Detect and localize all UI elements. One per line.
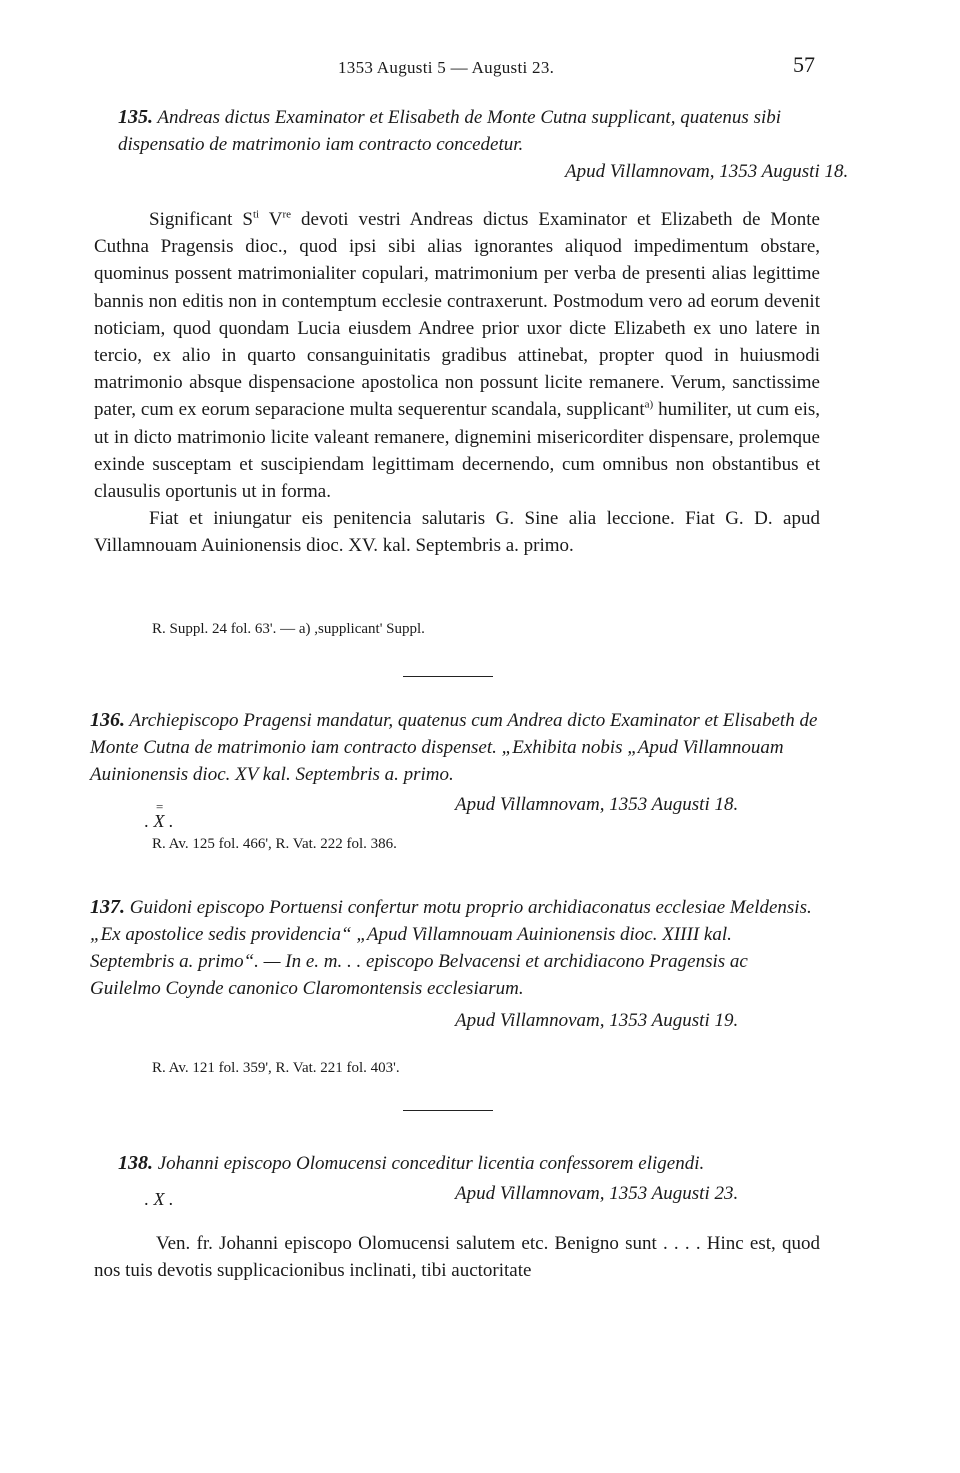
entry-heading xyxy=(90,707,820,788)
separator-line xyxy=(403,1110,493,1111)
separator-line xyxy=(403,676,493,677)
entry-heading xyxy=(90,894,820,1002)
entry-dateline: Apud Villamnovam, 1353 Augusti 18. xyxy=(455,794,739,815)
entry-number: 137. xyxy=(90,896,125,918)
entry-heading xyxy=(118,1150,818,1177)
superscript: re xyxy=(282,208,292,221)
entry-summary: Guidoni episcopo Portuensi confertur motu proprio archidiaconatus ecclesiae Meldensis. „Ex apostolice sedis providencia“ „Apud Villamnouam Auinionensis dioc. XIIII kal. Septembris a. primo“. — In e. m. . . episcopo Belvacensi et archidiacono Pragensis ac Guilelmo Coynde canonico Claromontensis ecclesiarum. xyxy=(90,897,812,999)
registry-mark xyxy=(144,799,174,831)
entry-dateline: Apud Villamnovam, 1353 Augusti 18. xyxy=(565,161,849,182)
entry-number: 138. xyxy=(118,1152,153,1174)
body-paragraph: Fiat et iniungatur eis penitencia salutaris G. Sine alia leccione. Fiat G. D. apud Villamnouam Auinionensis dioc. XV. kal. Septembris a. primo. xyxy=(94,508,820,557)
body-segment: V xyxy=(259,209,283,230)
entry-reference: R. Av. 121 fol. 359', R. Vat. 221 fol. 403'. xyxy=(152,1060,400,1076)
running-header xyxy=(0,52,960,82)
entry-dateline: Apud Villamnovam, 1353 Augusti 19. xyxy=(455,1010,739,1031)
entry-reference: R. Av. 125 fol. 466', R. Vat. 222 fol. 386. xyxy=(152,836,397,852)
header-title: 1353 Augusti 5 — Augusti 23. xyxy=(338,58,555,77)
entry-summary: Andreas dictus Examinator et Elisabeth de Monte Cutna supplicant, quatenus sibi dispensatio de matrimonio iam contracto concedetur. xyxy=(118,107,782,155)
registry-mark xyxy=(144,1189,174,1209)
body-paragraph: Ven. fr. Johanni episcopo Olomucensi salutem etc. Benigno sunt . . . . Hinc est, quod nos tuis devotis supplicacionibus inclinati, tibi auctoritate xyxy=(94,1233,820,1282)
entry-summary: Archiepiscopo Pragensi mandatur, quatenus cum Andrea dicto Examinator et Elisabeth de Monte Cutna de matrimonio iam contracto dispenset. „Exhibita nobis „Apud Villamnouam Auinionensis dioc. XV kal. Septembris a. primo. xyxy=(90,710,818,785)
footnote-marker: a) xyxy=(644,399,654,412)
mark-letter: . X . xyxy=(144,811,174,831)
entry-summary: Johanni episcopo Olomucensi conceditur licentia confessorem eligendi. xyxy=(157,1153,705,1174)
body-segment: Significant S xyxy=(149,209,253,230)
entry-reference: R. Suppl. 24 fol. 63'. — a) ,supplicant' Suppl. xyxy=(152,621,425,637)
body-segment: devoti vestri Andreas dictus Examinator et Elizabeth de Monte Cuthna Pragensis dioc., quod ipsi sibi alias ignorantes aliquod impedimentum obstare, quominus possent matrimonialiter copulari, matrimonium per verba de presenti alias legittime bannis non editis non in contemptum ecclesie contraxerunt. Postmodum vero ad eorum devenit noticiam, quod quondam Lucia eiusdem Andree prior uxor dicte Elizabeth ex uno latere in tercio, ex alio in quarto consanguinitatis gradibus attinebat, propter quod in huiusmodi matrimonio absque dispensacione apostolica non possunt licite remanere. Verum, sanctissime pater, cum ex eorum separacione multa sequerentur scandala, supplicant xyxy=(94,209,820,421)
superscript: ti xyxy=(252,208,260,221)
mark-symbol: = xyxy=(155,799,163,814)
entry-dateline: Apud Villamnovam, 1353 Augusti 23. xyxy=(455,1183,739,1204)
entry-number: 135. xyxy=(118,106,153,128)
body-segment: humiliter, ut cum eis, ut in dicto matrimonio licite valeant remanere, dignemini misericorditer dispensare, prolemque exinde susceptam et suscipiendam legittimam decernendo, cum omnibus non obstantibus et clausulis oportunis ut in forma. xyxy=(94,399,820,503)
body-paragraph xyxy=(94,206,820,505)
entry-heading xyxy=(118,104,818,158)
page-number: 57 xyxy=(793,52,815,77)
mark-letter: . X . xyxy=(144,1189,174,1209)
entry-body xyxy=(94,1230,820,1284)
entry-body xyxy=(94,206,820,560)
entry-number: 136. xyxy=(90,709,125,731)
